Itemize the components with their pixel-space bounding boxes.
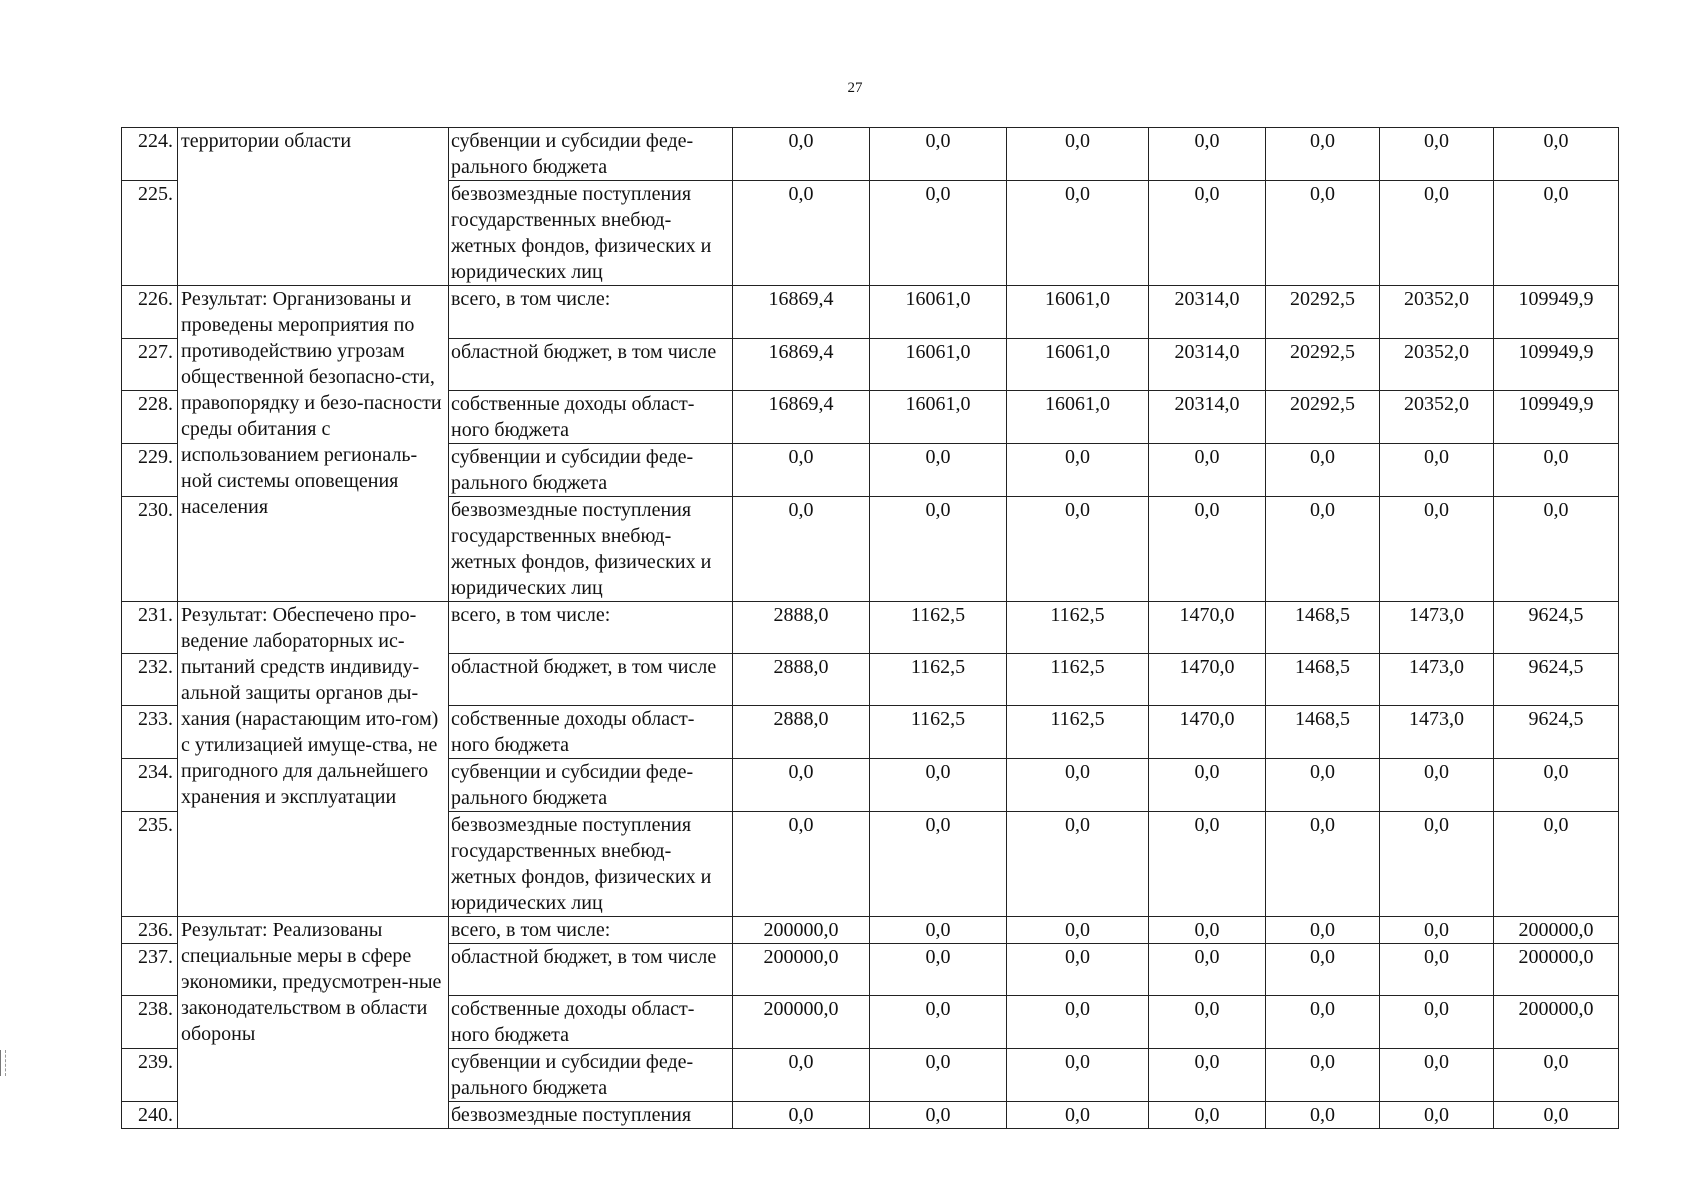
row-number: 224.	[122, 128, 178, 181]
funding-source: безвозмездные поступления государственных внебюд-жетных фондов, физических и юридических лиц	[449, 181, 733, 286]
year-value-cell: 0,0	[1380, 1102, 1494, 1129]
year-value-cell: 0,0	[1266, 996, 1380, 1049]
year-value-cell: 1162,5	[870, 602, 1007, 654]
year-value-cell: 2888,0	[733, 654, 870, 706]
year-value-cell: 1470,0	[1149, 654, 1266, 706]
total-value-cell: 200000,0	[1494, 996, 1619, 1049]
year-value-cell: 1162,5	[870, 654, 1007, 706]
funding-source: всего, в том числе:	[449, 917, 733, 944]
year-value-cell: 0,0	[1007, 917, 1149, 944]
year-value-cell: 1473,0	[1380, 654, 1494, 706]
table-row	[122, 917, 1619, 944]
funding-source: всего, в том числе:	[449, 286, 733, 339]
total-value-cell: 0,0	[1494, 444, 1619, 497]
year-value-cell: 16061,0	[1007, 339, 1149, 391]
funding-source: субвенции и субсидии феде-ральн​ого бюджета	[449, 128, 733, 181]
funding-source: субвенции и субсидии феде-рального бюджета	[449, 759, 733, 812]
year-value-cell: 0,0	[1007, 1102, 1149, 1129]
result-description: Результат: Организованы и проведены мероприятия по противодействию угрозам общественной безопасно-сти, правопорядку и безо-пасности среды обитания с использованием региональ-ной системы оповещения населения	[178, 286, 449, 602]
year-value-cell: 0,0	[733, 444, 870, 497]
year-value-cell: 0,0	[1266, 497, 1380, 602]
year-value-cell: 0,0	[1380, 444, 1494, 497]
funding-source: областной бюджет, в том числе	[449, 654, 733, 706]
year-value-cell: 16061,0	[870, 286, 1007, 339]
year-value-cell: 0,0	[870, 444, 1007, 497]
year-value-cell: 0,0	[1380, 759, 1494, 812]
year-value-cell: 0,0	[870, 944, 1007, 996]
year-value-cell: 20352,0	[1380, 391, 1494, 444]
year-value-cell: 0,0	[1007, 996, 1149, 1049]
year-value-cell: 0,0	[1149, 917, 1266, 944]
page-number: 27	[847, 80, 863, 96]
year-value-cell: 0,0	[1266, 917, 1380, 944]
funding-source: собственные доходы област-ного бюджета	[449, 391, 733, 444]
year-value-cell: 0,0	[733, 128, 870, 181]
row-number: 234.	[122, 759, 178, 812]
year-value-cell: 1468,5	[1266, 706, 1380, 759]
row-number: 229.	[122, 444, 178, 497]
funding-source: безвозмездные поступления государственных внебюд-жетных фондов, физических и юридических лиц	[449, 812, 733, 917]
year-value-cell: 20292,5	[1266, 339, 1380, 391]
table-row	[122, 602, 1619, 654]
row-number: 235.	[122, 812, 178, 917]
total-value-cell: 9624,5	[1494, 602, 1619, 654]
year-value-cell: 20292,5	[1266, 391, 1380, 444]
year-value-cell: 0,0	[1007, 944, 1149, 996]
year-value-cell: 0,0	[733, 497, 870, 602]
row-number: 230.	[122, 497, 178, 602]
margin-mark	[0, 1050, 6, 1076]
total-value-cell: 0,0	[1494, 181, 1619, 286]
budget-table	[121, 127, 1619, 1129]
year-value-cell: 0,0	[1007, 181, 1149, 286]
year-value-cell: 0,0	[1266, 181, 1380, 286]
total-value-cell: 9624,5	[1494, 654, 1619, 706]
year-value-cell: 0,0	[870, 759, 1007, 812]
funding-source: субвенции и субсидии феде-рального бюджета	[449, 444, 733, 497]
row-number: 240.	[122, 1102, 178, 1129]
total-value-cell: 200000,0	[1494, 917, 1619, 944]
total-value-cell: 9624,5	[1494, 706, 1619, 759]
year-value-cell: 0,0	[1007, 128, 1149, 181]
year-value-cell: 0,0	[733, 1102, 870, 1129]
year-value-cell: 0,0	[870, 181, 1007, 286]
funding-source: субвенции и субсидии феде-рального бюджета	[449, 1049, 733, 1102]
result-description: Результат: Обеспечено про-ведение лабораторных ис-пытаний средств индивиду-альной защиты органов ды-хания (нарастающим ито-гом) с утилизацией имуще-ства, не пригодного для дальнейшего хранения и эксплуатации	[178, 602, 449, 917]
year-value-cell: 0,0	[1007, 759, 1149, 812]
year-value-cell: 0,0	[733, 1049, 870, 1102]
year-value-cell: 0,0	[1149, 1102, 1266, 1129]
year-value-cell: 0,0	[1149, 1049, 1266, 1102]
year-value-cell: 0,0	[1380, 944, 1494, 996]
year-value-cell: 20292,5	[1266, 286, 1380, 339]
funding-source: всего, в том числе:	[449, 602, 733, 654]
year-value-cell: 0,0	[1266, 128, 1380, 181]
year-value-cell: 20314,0	[1149, 391, 1266, 444]
year-value-cell: 0,0	[733, 181, 870, 286]
row-number: 237.	[122, 944, 178, 996]
result-description: Результат: Реализованы специальные меры в сфере экономики, предусмотрен-ные законодательством в области обороны	[178, 917, 449, 1129]
funding-source: областной бюджет, в том числе	[449, 339, 733, 391]
funding-source: собственные доходы област-ного бюджета	[449, 706, 733, 759]
total-value-cell: 0,0	[1494, 1049, 1619, 1102]
total-value-cell: 200000,0	[1494, 944, 1619, 996]
year-value-cell: 1473,0	[1380, 602, 1494, 654]
year-value-cell: 0,0	[1380, 181, 1494, 286]
year-value-cell: 0,0	[1380, 1049, 1494, 1102]
year-value-cell: 20314,0	[1149, 339, 1266, 391]
year-value-cell: 0,0	[1007, 497, 1149, 602]
row-number: 228.	[122, 391, 178, 444]
row-number: 238.	[122, 996, 178, 1049]
total-value-cell: 109949,9	[1494, 391, 1619, 444]
year-value-cell: 1162,5	[1007, 602, 1149, 654]
year-value-cell: 1468,5	[1266, 654, 1380, 706]
funding-source: областной бюджет, в том числе	[449, 944, 733, 996]
year-value-cell: 0,0	[1007, 812, 1149, 917]
year-value-cell: 0,0	[1149, 128, 1266, 181]
year-value-cell: 16869,4	[733, 339, 870, 391]
total-value-cell: 0,0	[1494, 497, 1619, 602]
year-value-cell: 1470,0	[1149, 602, 1266, 654]
year-value-cell: 20352,0	[1380, 339, 1494, 391]
year-value-cell: 0,0	[1380, 128, 1494, 181]
row-number: 232.	[122, 654, 178, 706]
year-value-cell: 2888,0	[733, 706, 870, 759]
year-value-cell: 1162,5	[1007, 654, 1149, 706]
year-value-cell: 0,0	[1007, 444, 1149, 497]
total-value-cell: 109949,9	[1494, 339, 1619, 391]
total-value-cell: 109949,9	[1494, 286, 1619, 339]
year-value-cell: 0,0	[1149, 444, 1266, 497]
year-value-cell: 0,0	[1266, 759, 1380, 812]
year-value-cell: 1468,5	[1266, 602, 1380, 654]
year-value-cell: 0,0	[1266, 812, 1380, 917]
funding-source: собственные доходы област-ного бюджета	[449, 996, 733, 1049]
year-value-cell: 16061,0	[870, 339, 1007, 391]
year-value-cell: 0,0	[870, 1102, 1007, 1129]
year-value-cell: 1473,0	[1380, 706, 1494, 759]
total-value-cell: 0,0	[1494, 759, 1619, 812]
year-value-cell: 0,0	[870, 996, 1007, 1049]
row-number: 226.	[122, 286, 178, 339]
row-number: 225.	[122, 181, 178, 286]
year-value-cell: 2888,0	[733, 602, 870, 654]
row-number: 227.	[122, 339, 178, 391]
year-value-cell: 1162,5	[1007, 706, 1149, 759]
year-value-cell: 0,0	[1149, 996, 1266, 1049]
year-value-cell: 0,0	[1149, 181, 1266, 286]
year-value-cell: 0,0	[1149, 759, 1266, 812]
year-value-cell: 0,0	[870, 128, 1007, 181]
year-value-cell: 0,0	[870, 917, 1007, 944]
row-number: 239.	[122, 1049, 178, 1102]
total-value-cell: 0,0	[1494, 812, 1619, 917]
table-row	[122, 128, 1619, 181]
year-value-cell: 1162,5	[870, 706, 1007, 759]
year-value-cell: 0,0	[1380, 996, 1494, 1049]
year-value-cell: 20352,0	[1380, 286, 1494, 339]
year-value-cell: 0,0	[1266, 1049, 1380, 1102]
year-value-cell: 16869,4	[733, 286, 870, 339]
year-value-cell: 0,0	[870, 497, 1007, 602]
year-value-cell: 0,0	[1380, 497, 1494, 602]
year-value-cell: 16061,0	[870, 391, 1007, 444]
table-row	[122, 286, 1619, 339]
year-value-cell: 0,0	[1380, 812, 1494, 917]
funding-source: безвозмездные поступления государственных внебюд-жетных фондов, физических и юридических лиц	[449, 497, 733, 602]
year-value-cell: 0,0	[733, 759, 870, 812]
year-value-cell: 0,0	[1380, 917, 1494, 944]
year-value-cell: 0,0	[1149, 497, 1266, 602]
funding-source: безвозмездные поступления	[449, 1102, 733, 1129]
year-value-cell: 16869,4	[733, 391, 870, 444]
row-number: 236.	[122, 917, 178, 944]
year-value-cell: 0,0	[1149, 812, 1266, 917]
result-description: территории области	[178, 128, 449, 286]
year-value-cell: 200000,0	[733, 996, 870, 1049]
year-value-cell: 200000,0	[733, 944, 870, 996]
year-value-cell: 0,0	[870, 812, 1007, 917]
year-value-cell: 0,0	[870, 1049, 1007, 1102]
year-value-cell: 0,0	[1266, 444, 1380, 497]
row-number: 233.	[122, 706, 178, 759]
total-value-cell: 0,0	[1494, 1102, 1619, 1129]
total-value-cell: 0,0	[1494, 128, 1619, 181]
year-value-cell: 0,0	[1266, 944, 1380, 996]
table-body	[122, 128, 1619, 1129]
year-value-cell: 1470,0	[1149, 706, 1266, 759]
year-value-cell: 0,0	[1007, 1049, 1149, 1102]
year-value-cell: 20314,0	[1149, 286, 1266, 339]
year-value-cell: 16061,0	[1007, 391, 1149, 444]
row-number: 231.	[122, 602, 178, 654]
year-value-cell: 0,0	[1266, 1102, 1380, 1129]
year-value-cell: 200000,0	[733, 917, 870, 944]
year-value-cell: 0,0	[733, 812, 870, 917]
year-value-cell: 16061,0	[1007, 286, 1149, 339]
year-value-cell: 0,0	[1149, 944, 1266, 996]
